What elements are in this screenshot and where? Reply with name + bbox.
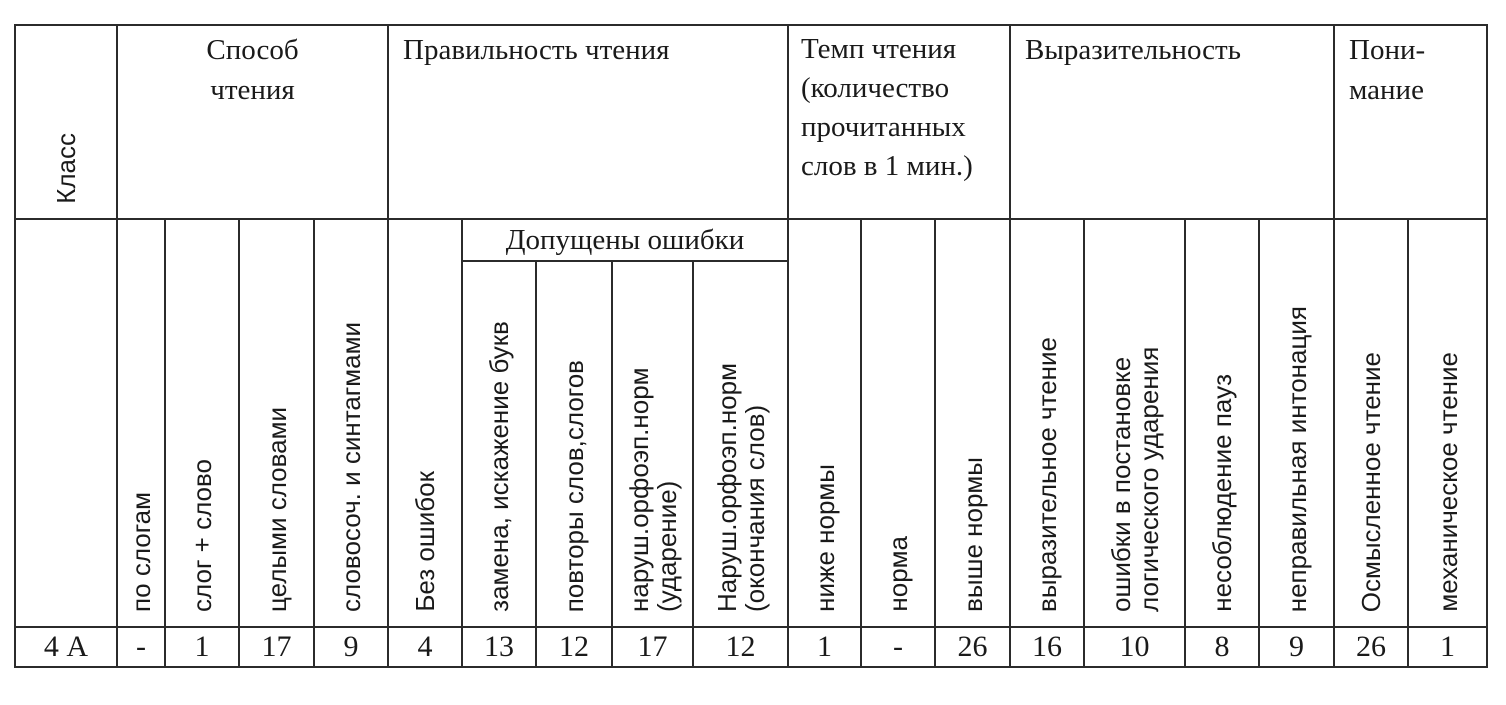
norm-header: норма [861, 219, 935, 627]
cell-syllable-word: 1 [165, 627, 239, 667]
table-row [15, 627, 1487, 667]
above-norm-header: выше нормы [935, 219, 1010, 627]
wrong-intonation-header: неправильная интонация [1259, 219, 1334, 627]
cell-phrases: 9 [314, 627, 388, 667]
whole-words-header: целыми словами [239, 219, 314, 627]
reading-method-header: Способ чтения [117, 25, 388, 219]
cell-whole-words: 17 [239, 627, 314, 667]
reading-correctness-header: Правильность чтения [388, 25, 788, 219]
mechanical-reading-header: механическое чтение [1408, 219, 1487, 627]
reading-results-table [14, 24, 1488, 668]
expressive-reading-header: выразительное чтение [1010, 219, 1084, 627]
cell-norm: - [861, 627, 935, 667]
cell-letter-replacement: 13 [462, 627, 536, 667]
understanding-header: Пони-мание [1334, 25, 1487, 219]
reading-tempo-header: Темп чтения (количество прочитанных слов в 1 мин.) [788, 25, 1010, 219]
cell-stress-violation: 17 [612, 627, 693, 667]
repetitions-header: повторы слов,слогов [536, 261, 612, 627]
cell-logical-stress-errors: 10 [1084, 627, 1185, 667]
letter-replacement-header: замена, искажение букв [462, 261, 536, 627]
syllable-word-header: слог + слово [165, 219, 239, 627]
logical-stress-errors-header: ошибки в постановке логического ударения [1084, 219, 1185, 627]
cell-expressive-reading: 16 [1010, 627, 1084, 667]
expressiveness-header: Выразительность [1010, 25, 1334, 219]
class-empty-cell [15, 219, 117, 627]
errors-made-header: Допущены ошибки [462, 219, 788, 261]
cell-repetitions: 12 [536, 627, 612, 667]
cell-meaningful-reading: 26 [1334, 627, 1408, 667]
cell-by-syllables: - [117, 627, 165, 667]
cell-mechanical-reading: 1 [1408, 627, 1487, 667]
cell-class: 4 А [15, 627, 117, 667]
by-syllables-header: по слогам [117, 219, 165, 627]
cell-ending-violation: 12 [693, 627, 788, 667]
meaningful-reading-header: Осмысленное чтение [1334, 219, 1408, 627]
cell-no-errors: 4 [388, 627, 462, 667]
class-header-cell [15, 25, 117, 219]
cell-below-norm: 1 [788, 627, 861, 667]
below-norm-header: ниже нормы [788, 219, 861, 627]
ending-violation-header: Наруш.орфоэп.норм (окончания слов) [693, 261, 788, 627]
class-header: Класс [51, 133, 81, 204]
cell-pause-violation: 8 [1185, 627, 1259, 667]
phrases-header: словосоч. и синтагмами [314, 219, 388, 627]
stress-violation-header: наруш.орфоэп.норм (ударение) [612, 261, 693, 627]
pause-violation-header: несоблюдение пауз [1185, 219, 1259, 627]
cell-wrong-intonation: 9 [1259, 627, 1334, 667]
no-errors-header: Без ошибок [388, 219, 462, 627]
cell-above-norm: 26 [935, 627, 1010, 667]
